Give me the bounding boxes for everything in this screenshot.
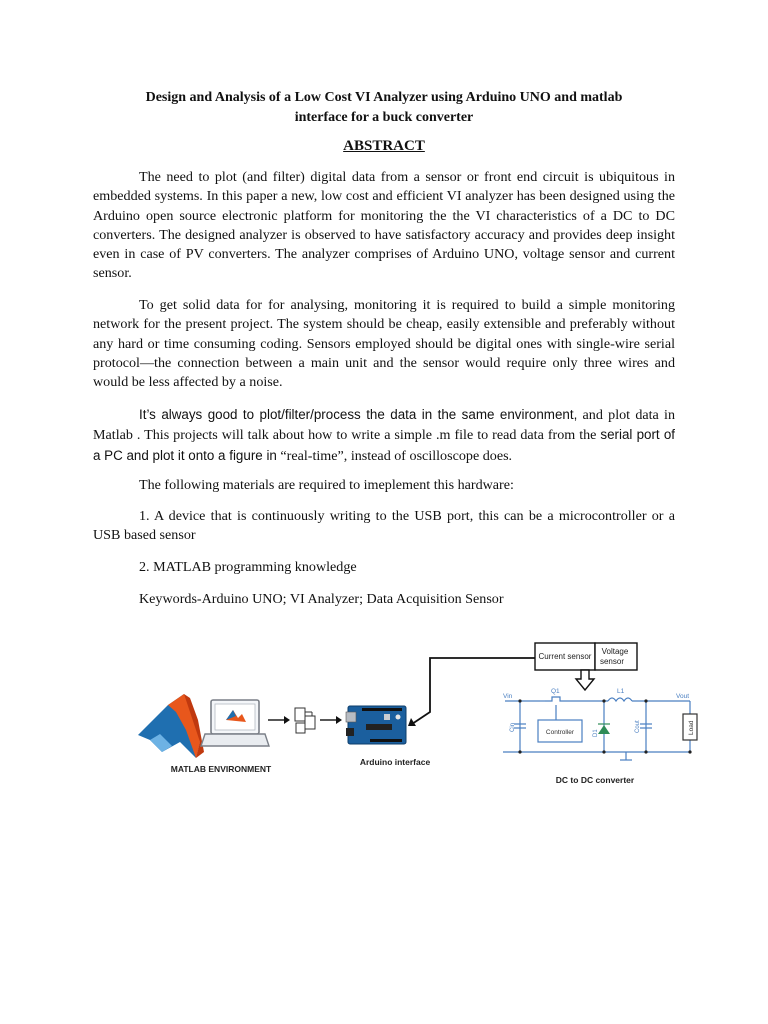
paragraph-1-text: The need to plot (and filter) digital data from a sensor or front end circuit is ubiquitous in embedded systems. In this paper a new, low cost and efficient VI analyzer has been designed using the Arduino open source electronic platform for monitoring the the VI characteristics of a DC to DC converters. The designed analyzer is observed to have satisfactory accuracy and provides deep insight even in case of PV converters. The analyzer comprises of Arduino UNO, voltage sensor and current sensor. <box>93 169 675 282</box>
vin-label: Vin <box>503 693 513 700</box>
materials-item-1-text: 1. A device that is continuously writing to the USB port, this can be a microcontroller or a USB based sensor <box>93 508 675 544</box>
arduino-board-icon <box>346 706 406 744</box>
data-transfer-icon <box>295 708 315 733</box>
materials-intro: The following materials are required to imeplement this hardware: <box>139 477 514 493</box>
arduino-interface-label: Arduino interface <box>359 757 431 767</box>
voltage-sensor-label-2: sensor <box>599 657 625 666</box>
cin-label: Cin <box>510 722 516 732</box>
voltage-sensor-label-1: Voltage <box>601 647 629 656</box>
dc-converter-label: DC to DC converter <box>555 775 635 785</box>
paragraph-3-sans-a: It’s always good to plot/filter/process the data in the same environment, <box>139 407 578 422</box>
paragraph-3-serif-a: and plot data in Matlab . This projects will talk about how to write a simple .m file to read data from the <box>93 407 675 444</box>
diode-icon <box>598 725 610 734</box>
vout-label: Vout <box>676 693 690 700</box>
q1-label: Q1 <box>551 688 560 695</box>
buck-converter-circuit <box>503 697 690 760</box>
title-line-1: Design and Analysis of a Low Cost VI Analyzer using Arduino UNO and matlab <box>145 90 623 105</box>
materials-item-2: 2. MATLAB programming knowledge <box>139 559 357 575</box>
paragraph-3-serif-b: “real-time”, instead of oscilloscope does. <box>276 447 513 464</box>
laptop-icon <box>201 700 269 746</box>
controller-label: Controller <box>545 729 575 736</box>
keywords: Keywords-Arduino UNO; VI Analyzer; Data Acquisition Sensor <box>139 591 504 607</box>
d1-label: D1 <box>593 729 599 737</box>
matlab-environment-label: MATLAB ENVIRONMENT <box>170 764 272 774</box>
matlab-logo <box>138 694 204 758</box>
load-label: Load <box>688 720 695 735</box>
paragraph-3-sans-b: serial port of a PC and plot it onto a figure in <box>93 427 675 463</box>
title-line-2: interface for a buck converter <box>294 110 474 125</box>
l1-label: L1 <box>617 688 625 695</box>
cout-label: Cout <box>635 720 641 733</box>
paragraph-2-text: To get solid data for for analysing, monitoring it is required to build a simple monitoring network for the present project. The system should be cheap, easily extensible and preferably without any hard or time consuming coding. Sensors employed should be digital ones with single-wire serial protocol—the connection between a main unit and the sensor would require only three wires and would be less affected by a noise. <box>93 297 675 391</box>
down-arrow-icon <box>576 670 594 690</box>
current-sensor-label: Current sensor <box>538 652 592 661</box>
abstract-heading: ABSTRACT <box>343 138 425 154</box>
